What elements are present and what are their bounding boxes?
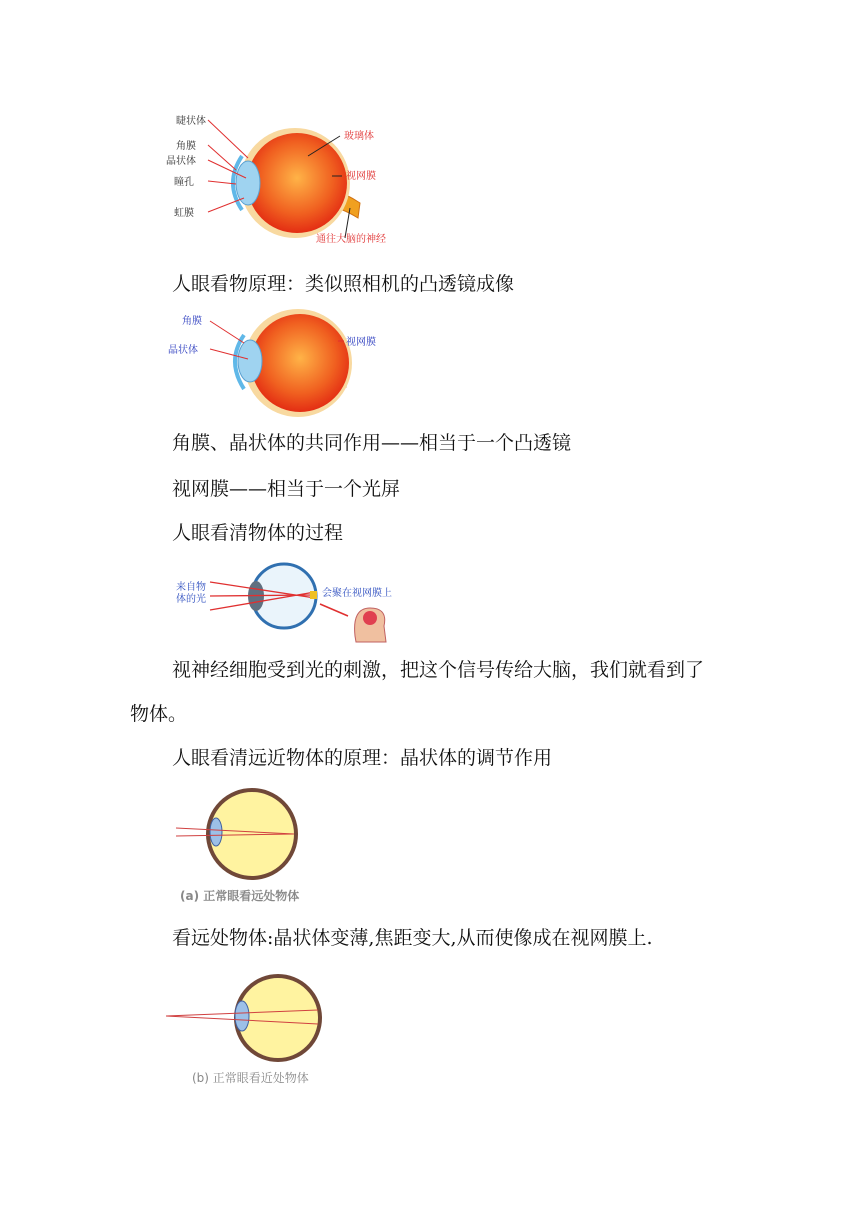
label-light-from-object-1: 来自物 [176,582,206,593]
label-focus-on-retina: 会聚在视网膜上 [322,588,392,599]
focus-point [310,591,317,599]
caption-near-object: (b) 正常眼看近处物体 [192,1071,309,1085]
label-light-from-object-2: 体的光 [176,594,206,605]
eye-simple-figure [160,303,400,421]
paragraph-retina: 视网膜——相当于一个光屏 [172,478,401,500]
label-retina: 视网膜 [346,171,376,182]
label-lens-2: 晶状体 [168,345,198,356]
paragraph-nerve-line1: 视神经细胞受到光的刺激，把这个信号传给大脑，我们就看到了 [172,659,705,681]
label-ciliary-body: 睫状体 [176,116,206,127]
eye-anatomy-figure [160,108,400,258]
lens-shape [236,161,260,205]
far-vision-figure [172,784,332,910]
paragraph-eye-principle: 人眼看物原理：类似照相机的凸透镜成像 [172,273,515,295]
label-iris: 虹膜 [174,208,194,219]
label-vitreous: 玻璃体 [344,131,374,142]
paragraph-accommodation: 人眼看清远近物体的原理：晶状体的调节作用 [172,747,553,769]
paragraph-seeing-process: 人眼看清物体的过程 [172,522,344,544]
label-cornea-2: 角膜 [182,316,202,327]
near-vision-figure [162,970,332,1090]
label-cornea: 角膜 [176,141,196,152]
label-retina-2: 视网膜 [346,337,376,348]
label-pupil: 瞳孔 [174,177,194,188]
light-path-figure [170,556,400,648]
label-optic-nerve: 通往大脑的神经 [316,234,386,245]
paragraph-far-object: 看远处物体:晶状体变薄,焦距变大,从而使像成在视网膜上. [172,927,653,949]
label-lens: 晶状体 [166,156,196,167]
paragraph-cornea-lens: 角膜、晶状体的共同作用——相当于一个凸透镜 [172,432,572,454]
paragraph-nerve-line2: 物体。 [130,703,188,725]
caption-far-object: (a) 正常眼看远处物体 [180,889,300,903]
